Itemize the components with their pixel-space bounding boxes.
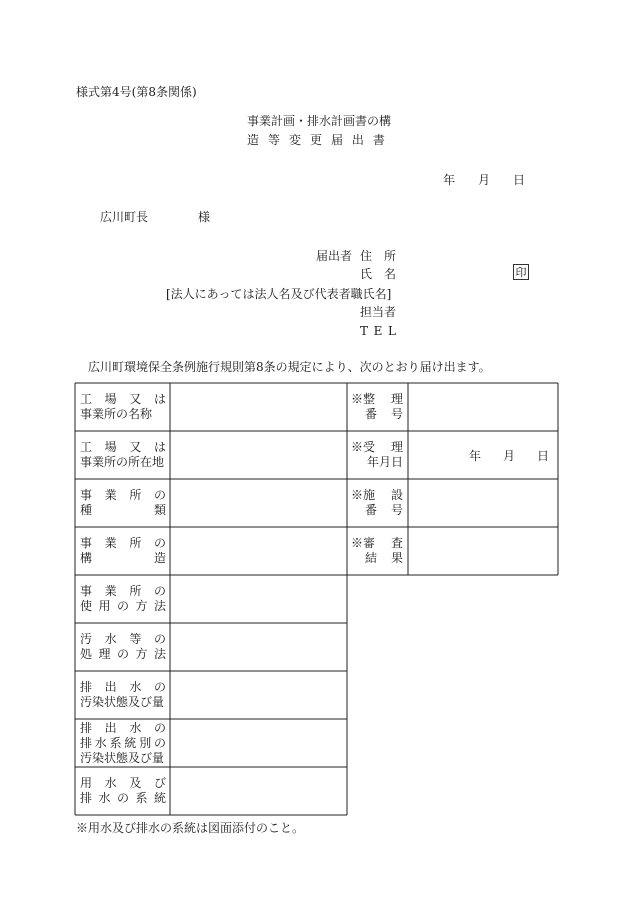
office-use-label-line	[351, 488, 403, 503]
label-char: ※施	[351, 488, 376, 502]
label-char: 変	[288, 133, 301, 147]
row-label-line	[80, 488, 166, 503]
addressee-name: 広川町長	[100, 210, 149, 224]
form-title-line1: 事業計画・排水計画書の構	[247, 114, 392, 128]
label-char: 日	[536, 449, 549, 463]
label-char: 場	[104, 440, 117, 454]
row-label	[80, 721, 166, 766]
label-char: 及	[129, 776, 142, 790]
label-char: 法	[153, 647, 166, 661]
footnote: ※用水及び排水の系統は図面添付のこと。	[76, 821, 305, 835]
label-char: 年	[469, 449, 482, 463]
label-char: 号	[390, 407, 403, 421]
label-char: 氏	[360, 267, 373, 281]
row-label-line	[80, 647, 166, 662]
label-char: 構	[80, 551, 93, 565]
entry-cell[interactable]	[171, 480, 346, 526]
row-label	[80, 392, 166, 422]
label-char: 号	[390, 503, 403, 517]
row-label	[80, 680, 166, 710]
label-char: 水	[98, 791, 111, 805]
label-char: 年	[443, 173, 456, 187]
office-use-label-line	[351, 392, 403, 407]
address-label[interactable]	[360, 250, 396, 262]
row-label-line	[80, 776, 166, 791]
row-label-line	[80, 440, 166, 455]
row-label-line	[80, 680, 166, 695]
row-label-line	[80, 455, 166, 470]
label-char: 届	[330, 133, 343, 147]
label-char: は	[153, 440, 166, 454]
row-label-line	[80, 599, 166, 614]
label-char: 水	[104, 632, 117, 646]
row-label	[80, 536, 166, 566]
label-char: ※審	[351, 536, 376, 550]
name-label[interactable]	[360, 268, 396, 280]
row-label	[80, 488, 166, 518]
addressee-honorific: 様	[198, 210, 211, 224]
row-label	[80, 440, 166, 470]
label-char: の	[153, 488, 166, 502]
label-char: 用	[98, 599, 111, 613]
label-char: 出	[104, 720, 117, 735]
row-label-line	[80, 392, 166, 407]
label-char: 業	[104, 536, 117, 550]
row-label-line	[80, 536, 166, 551]
label-char: T	[360, 324, 369, 338]
office-use-label-line	[351, 440, 403, 455]
label-char: 事	[80, 536, 93, 550]
label-char: の	[116, 791, 129, 805]
label-char: 汚染状態及び量	[80, 750, 165, 765]
label-char: 名	[383, 267, 396, 281]
label-char: 更	[309, 133, 322, 147]
label-char: 排	[80, 791, 93, 805]
row-label-line	[80, 584, 166, 599]
label-char: 方	[135, 599, 148, 613]
label-char: 造	[247, 133, 260, 147]
label-char: 結	[365, 551, 378, 565]
office-use-label	[351, 440, 403, 470]
label-char: 理	[98, 647, 111, 661]
label-char: の	[153, 536, 166, 550]
entry-cell[interactable]	[171, 384, 346, 430]
label-char: 所	[129, 488, 142, 502]
office-use-label-line	[351, 503, 403, 518]
label-char: 業	[104, 488, 117, 502]
label-char: 工	[80, 392, 93, 406]
label-char: 方	[135, 647, 148, 661]
row-label-line	[80, 736, 166, 751]
intro-text: 広川町環境保全条例施行規則第8条の規定により、次のとおり届け出ます。	[88, 360, 491, 374]
label-char: 水	[104, 776, 117, 790]
row-label-line	[80, 632, 166, 647]
label-char: 理	[390, 392, 403, 406]
entry-cell[interactable]	[171, 672, 346, 718]
office-use-label-line	[351, 536, 403, 551]
label-char: 法	[153, 599, 166, 613]
row-label-line	[80, 407, 166, 422]
office-use-label-line	[351, 407, 403, 422]
office-use-label	[351, 488, 403, 518]
label-char: は	[153, 392, 166, 406]
office-use-label	[351, 536, 403, 566]
seal-icon: 印	[513, 264, 529, 280]
label-char: 系	[135, 791, 148, 805]
label-char: ※整	[351, 392, 376, 406]
label-char: 出	[351, 133, 364, 147]
row-label-line	[80, 791, 166, 806]
label-char: 事業所の所在地	[80, 455, 165, 469]
label-char: ※受	[351, 440, 376, 454]
label-char: 所	[383, 249, 396, 263]
label-char: 使	[80, 599, 93, 613]
label-char: L	[388, 324, 396, 338]
label-char: 設	[390, 488, 403, 502]
label-char: の	[153, 720, 166, 735]
label-char: 系	[109, 735, 122, 750]
label-char: 類	[153, 503, 166, 517]
label-char: 又	[129, 392, 142, 406]
row-label-line	[80, 551, 166, 566]
label-char: 工	[80, 440, 93, 454]
label-char: 事	[80, 488, 93, 502]
label-char: 等	[267, 133, 280, 147]
receipt-date	[469, 450, 549, 462]
label-char: 処	[80, 647, 93, 661]
label-char: 水	[129, 720, 142, 735]
submission-date[interactable]	[443, 174, 525, 186]
row-label	[80, 632, 166, 662]
row-label	[80, 776, 166, 806]
label-char: 所	[129, 584, 142, 598]
label-char: の	[153, 735, 166, 750]
label-char: 書	[372, 133, 385, 147]
form-number: 様式第4号(第8条関係)	[76, 85, 197, 99]
row-label	[80, 584, 166, 614]
form-table	[75, 383, 558, 815]
label-char: び	[153, 776, 166, 790]
label-char: 果	[390, 551, 403, 565]
label-char: 水	[94, 735, 107, 750]
applicant-label: 届出者	[316, 249, 353, 263]
label-char: 排	[80, 720, 93, 735]
label-char: 統	[153, 791, 166, 805]
label-char: 用	[80, 776, 93, 790]
label-char: 等	[129, 632, 142, 646]
label-char: 場	[104, 392, 117, 406]
contact-person-label[interactable]: 担当者	[360, 305, 397, 319]
label-char: 所	[129, 536, 142, 550]
label-char: の	[153, 632, 166, 646]
label-char: の	[116, 599, 129, 613]
label-char: 水	[129, 680, 142, 694]
label-char: 日	[512, 173, 525, 187]
row-label-line	[80, 695, 166, 710]
office-use-label-line	[351, 455, 403, 470]
row-label-line	[80, 721, 166, 736]
label-char: 排	[80, 735, 93, 750]
label-char: 出	[104, 680, 117, 694]
label-char: 汚染状態及び量	[80, 695, 165, 709]
entry-cell[interactable]	[171, 768, 346, 814]
label-char: 番	[365, 407, 378, 421]
label-char: 住	[360, 249, 373, 263]
label-char: 査	[390, 536, 403, 550]
entry-cell[interactable]	[171, 576, 346, 622]
label-char: 統	[124, 735, 137, 750]
label-char: 月	[502, 449, 515, 463]
label-char: 造	[153, 551, 166, 565]
row-label-line	[80, 751, 166, 766]
label-char: 排	[80, 680, 93, 694]
entry-cell[interactable]	[171, 432, 346, 478]
label-char: E	[373, 324, 383, 338]
label-char: の	[153, 584, 166, 598]
entry-cell[interactable]	[171, 528, 346, 574]
label-char: 月	[477, 173, 490, 187]
label-char: 事業所の名称	[80, 407, 153, 421]
label-char: 事	[80, 584, 93, 598]
label-char: 番	[365, 503, 378, 517]
label-char: 業	[104, 584, 117, 598]
corporate-note: [法人にあっては法人名及び代表者職氏名]	[166, 287, 392, 301]
label-char: 理	[390, 440, 403, 454]
entry-cell[interactable]	[171, 624, 346, 670]
label-char: の	[153, 680, 166, 694]
label-char: 年月日	[366, 455, 403, 469]
label-char: の	[116, 647, 129, 661]
form-title-line2	[247, 134, 385, 146]
office-use-label-line	[351, 551, 403, 566]
tel-label[interactable]	[360, 325, 396, 337]
entry-cell[interactable]	[171, 720, 346, 766]
row-label-line	[80, 503, 166, 518]
label-char: 種	[80, 503, 93, 517]
office-use-label	[351, 392, 403, 422]
label-char: 又	[129, 440, 142, 454]
label-char: 別	[139, 735, 152, 750]
label-char: 汚	[80, 632, 93, 646]
